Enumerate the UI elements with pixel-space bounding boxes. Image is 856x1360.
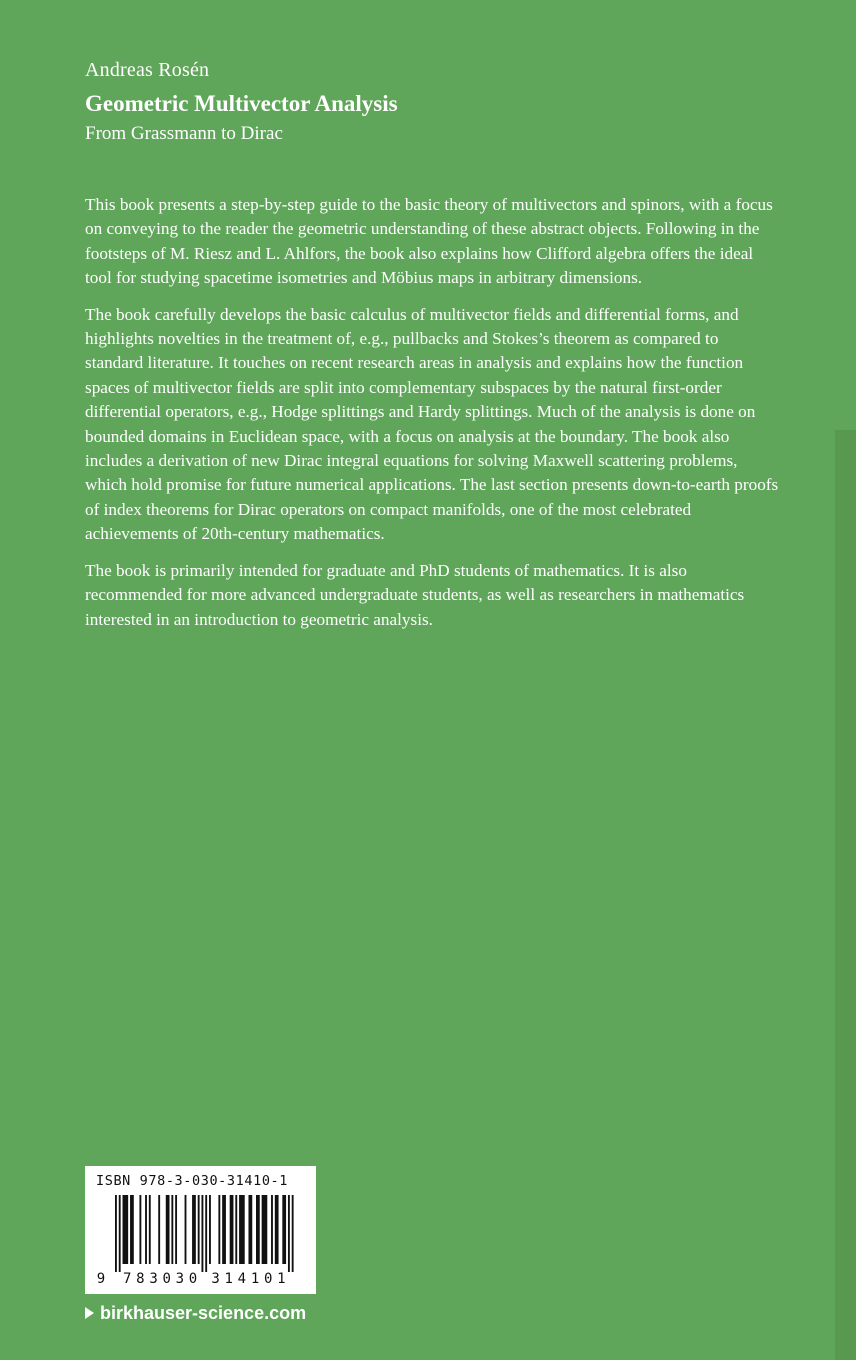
barcode-bar xyxy=(239,1195,245,1264)
isbn-label: ISBN 978-3-030-31410-1 xyxy=(96,1173,289,1189)
barcode-digit: 3 xyxy=(211,1271,220,1287)
barcode-bar xyxy=(218,1195,220,1264)
barcode-digit: 3 xyxy=(175,1271,185,1287)
description-paragraph: The book is primarily intended for graduate and PhD students of mathematics. It is also recommended for more advanced undergraduate students, as well as researchers in mathematics interested in an introduction to geometric analysis. xyxy=(85,560,745,629)
barcode-bar xyxy=(130,1195,134,1264)
barcode-bar xyxy=(256,1195,260,1264)
barcode-bar xyxy=(119,1195,121,1272)
barcode-bar xyxy=(288,1195,290,1272)
barcode-digit: 7 xyxy=(123,1271,132,1287)
barcode-bar xyxy=(222,1195,226,1264)
barcode-digit: 0 xyxy=(188,1271,198,1287)
barcode-digit: 4 xyxy=(237,1271,247,1287)
barcode-bar xyxy=(123,1195,129,1264)
barcode-bar xyxy=(185,1195,187,1264)
barcode-bar xyxy=(115,1195,117,1272)
barcode-bar xyxy=(175,1195,177,1264)
barcode-bar xyxy=(166,1195,170,1264)
barcode-digit: 1 xyxy=(224,1271,233,1287)
publisher-website-text: birkhauser-science.com xyxy=(100,1303,307,1323)
barcode-bar xyxy=(205,1195,207,1272)
barcode-bar xyxy=(145,1195,147,1264)
barcode-bar xyxy=(292,1195,294,1272)
barcode-bar xyxy=(171,1195,173,1264)
barcode-bar xyxy=(139,1195,141,1264)
barcode-digit: 0 xyxy=(162,1271,171,1287)
barcode-digit: 8 xyxy=(136,1271,145,1287)
barcode-bar xyxy=(149,1195,151,1264)
barcode-bar xyxy=(275,1195,279,1264)
barcode-bar xyxy=(192,1195,196,1264)
book-title: Geometric Multivector Analysis xyxy=(85,91,398,116)
barcode-bar xyxy=(201,1195,203,1272)
barcode-digit: 0 xyxy=(264,1271,273,1287)
description-paragraph: This book presents a step-by-step guide to the basic theory of multivectors and spinors, with a focus on conveying to the reader the geometric understanding of these abstract objects. Following in the footsteps of M. Riesz and L. Ahlfors, the book also explains how Clifford algebra offers the ideal tool for studying spacetime isometries and Möbius maps in arbitrary dimensions. xyxy=(85,195,773,288)
barcode-bar xyxy=(282,1195,286,1264)
book-subtitle: From Grassmann to Dirac xyxy=(85,123,283,144)
barcode-bar xyxy=(198,1195,200,1264)
barcode-digit: 3 xyxy=(149,1271,158,1287)
barcode-bar xyxy=(209,1195,211,1264)
triangle-right-icon xyxy=(85,1307,94,1319)
barcode-digit: 1 xyxy=(250,1271,260,1287)
barcode-bar xyxy=(158,1195,160,1264)
book-description xyxy=(85,193,780,644)
barcode-bar xyxy=(235,1195,237,1264)
barcode-bar xyxy=(248,1195,252,1264)
description-paragraph: The book carefully develops the basic calculus of multivector fields and differential forms, and highlights novelties in the treatment of, e.g., pullbacks and Stokes’s theorem as compared to standard literature. It touches on recent research areas in analysis and explains how the function spaces of multivector fields are split into complementary subspaces by the natural first-order differential operators, e.g., Hodge splittings and Hardy splittings. Much of the analysis is done on bounded domains in Euclidean space, with a focus on analysis at the boundary. The book also includes a derivation of new Dirac integral equations for solving Maxwell scattering problems, which hold promise for future numerical applications. The last section presents down-to-earth proofs of index theorems for Dirac operators on compact manifolds, one of the most celebrated achievements of 20th-century mathematics. xyxy=(85,304,779,544)
isbn-barcode xyxy=(85,1166,316,1294)
barcode-bar xyxy=(262,1195,268,1264)
cover-header xyxy=(85,57,785,146)
barcode-bar xyxy=(230,1195,234,1264)
barcode-digit: 9 xyxy=(96,1271,106,1287)
barcode-graphic xyxy=(85,1166,316,1294)
publisher-website-link[interactable] xyxy=(85,1301,306,1325)
barcode-bar xyxy=(271,1195,273,1264)
barcode-digit: 1 xyxy=(277,1271,286,1287)
author-name: Andreas Rosén xyxy=(85,59,210,81)
spine-edge xyxy=(835,430,856,1360)
